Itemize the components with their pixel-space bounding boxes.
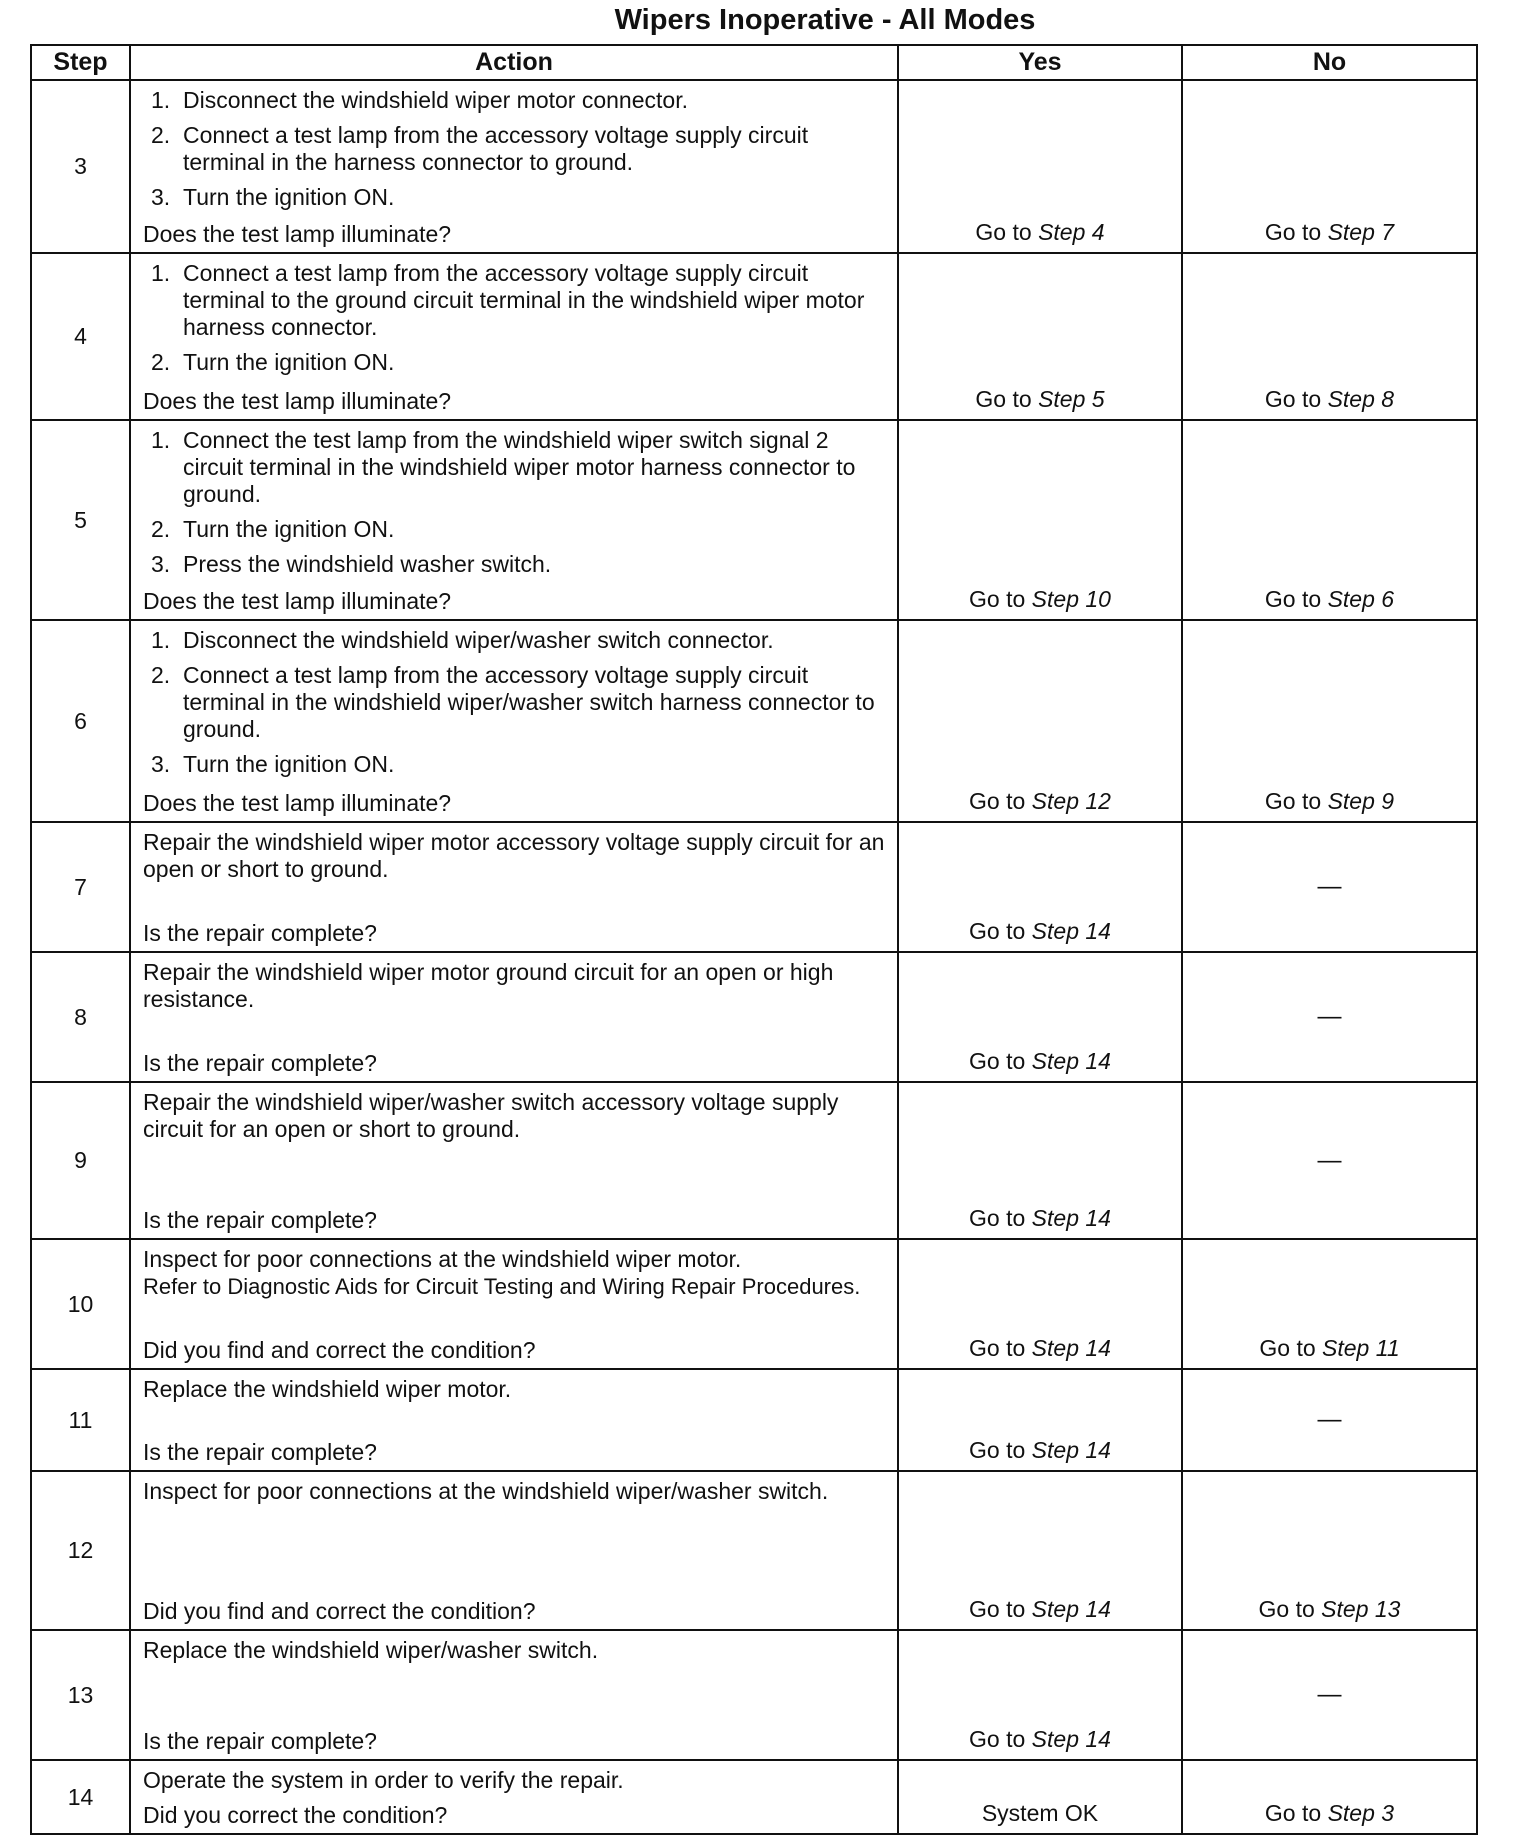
no-goto-prefix: Go to (1264, 1800, 1322, 1826)
table-row (31, 1760, 1477, 1834)
no-dash: — (1317, 1003, 1342, 1030)
action-question: Did you find and correct the condition? (143, 1598, 536, 1624)
yes-cell (898, 1471, 1182, 1630)
action-step-item (151, 516, 889, 543)
action-content (131, 254, 897, 419)
step-number: 7 (31, 822, 130, 952)
yes-goto (899, 788, 1181, 815)
action-step-item (151, 627, 889, 654)
yes-goto (899, 1335, 1181, 1362)
action-step-number: 1. (151, 627, 171, 653)
action-cell (130, 620, 898, 822)
yes-goto (899, 1726, 1181, 1753)
table-row (31, 1630, 1477, 1760)
yes-goto-prefix: Go to (969, 1596, 1026, 1622)
action-content (131, 1083, 897, 1238)
step-number: 12 (31, 1471, 130, 1630)
action-step-number: 2. (151, 662, 171, 688)
action-step-item (151, 662, 889, 743)
action-question: Is the repair complete? (143, 920, 377, 946)
yes-goto-step-ref: Step 14 (1031, 918, 1111, 944)
no-goto-prefix: Go to (1259, 1335, 1316, 1361)
action-content (131, 81, 897, 252)
yes-cell (898, 620, 1182, 822)
no-cell (1182, 1369, 1477, 1471)
action-question: Does the test lamp illuminate? (143, 588, 452, 614)
action-content (131, 421, 897, 619)
action-question: Is the repair complete? (143, 1728, 377, 1754)
no-goto-step-ref: Step 6 (1327, 586, 1395, 612)
action-question: Is the repair complete? (143, 1207, 377, 1233)
yes-cell (898, 80, 1182, 253)
action-content (131, 1761, 897, 1833)
action-step-text: Disconnect the windshield wiper motor connector. (183, 87, 688, 113)
header-action: Action (130, 45, 898, 80)
yes-goto-prefix: Go to (969, 1205, 1026, 1231)
action-text: Inspect for poor connections at the windshield wiper/washer switch. (143, 1478, 829, 1504)
no-cell (1182, 1760, 1477, 1834)
step-number: 9 (31, 1082, 130, 1239)
action-question: Does the test lamp illuminate? (143, 790, 452, 816)
no-dash: — (1317, 1681, 1342, 1708)
action-step-number: 2. (151, 516, 171, 542)
yes-goto-prefix: Go to (969, 1437, 1026, 1463)
table-row (31, 822, 1477, 952)
action-steps (143, 427, 889, 578)
yes-cell (898, 253, 1182, 420)
table-row (31, 1471, 1477, 1630)
action-text: Replace the windshield wiper/washer switch. (143, 1637, 599, 1663)
action-step-item (151, 751, 889, 778)
action-content (131, 1472, 897, 1629)
action-step-text: Turn the ignition ON. (183, 349, 395, 375)
yes-goto-prefix: Go to (969, 586, 1026, 612)
no-goto-prefix: Go to (1264, 386, 1322, 412)
step-number: 3 (31, 80, 130, 253)
step-number: 14 (31, 1760, 130, 1834)
no-dash: — (1317, 1406, 1342, 1433)
action-cell (130, 822, 898, 952)
yes-goto-prefix: Go to (975, 219, 1032, 245)
yes-goto-step-ref: Step 14 (1031, 1335, 1111, 1361)
table-row (31, 620, 1477, 822)
table-row (31, 420, 1477, 620)
action-cell (130, 1630, 898, 1760)
yes-cell (898, 420, 1182, 620)
action-steps (143, 627, 889, 778)
action-step-number: 1. (151, 427, 171, 453)
action-steps (143, 87, 889, 211)
no-goto-step-ref: Step 8 (1327, 386, 1395, 412)
yes-goto-step-ref: Step 14 (1031, 1596, 1111, 1622)
action-question: Does the test lamp illuminate? (143, 221, 452, 247)
yes-goto (899, 386, 1181, 413)
no-goto-step-ref: Step 13 (1321, 1596, 1401, 1622)
yes-goto-step-ref: Step 12 (1031, 788, 1111, 814)
no-cell (1182, 952, 1477, 1082)
action-cell (130, 80, 898, 253)
no-cell (1182, 1239, 1477, 1369)
action-cell (130, 1239, 898, 1369)
yes-cell (898, 1239, 1182, 1369)
action-text: Inspect for poor connections at the windshield wiper motor. (143, 1246, 742, 1272)
yes-goto-step-ref: Step 14 (1031, 1048, 1111, 1074)
action-question: Did you correct the condition? (143, 1802, 448, 1828)
yes-goto-step-ref: Step 4 (1038, 219, 1105, 245)
no-goto-prefix: Go to (1264, 586, 1322, 612)
action-step-text: Disconnect the windshield wiper/washer switch connector. (183, 627, 774, 653)
table-header-row (31, 45, 1477, 80)
action-step-text: Connect a test lamp from the accessory voltage supply circuit terminal in the windshield wiper/washer switch harness connector to ground. (183, 662, 875, 742)
no-goto-step-ref: Step 11 (1322, 1335, 1400, 1361)
yes-goto (899, 918, 1181, 945)
yes-goto-step-ref: Step 14 (1031, 1437, 1111, 1463)
action-step-number: 2. (151, 122, 171, 148)
no-cell (1182, 822, 1477, 952)
yes-goto-prefix: Go to (969, 788, 1026, 814)
table-row (31, 80, 1477, 253)
action-content (131, 621, 897, 821)
action-step-item (151, 260, 889, 341)
header-yes: Yes (898, 45, 1182, 80)
action-question: Is the repair complete? (143, 1050, 377, 1076)
action-text: Operate the system in order to verify the repair. (143, 1767, 624, 1793)
action-cell (130, 1082, 898, 1239)
yes-goto (899, 219, 1181, 246)
no-cell (1182, 253, 1477, 420)
action-step-number: 3. (151, 751, 171, 777)
action-step-item (151, 551, 889, 578)
action-step-text: Turn the ignition ON. (183, 751, 395, 777)
action-step-text: Connect the test lamp from the windshield wiper switch signal 2 circuit terminal in the windshield wiper motor harness connector to ground. (183, 427, 856, 507)
yes-cell (898, 1760, 1182, 1834)
action-step-number: 1. (151, 260, 171, 286)
action-cell (130, 1760, 898, 1834)
action-step-item (151, 427, 889, 508)
table-row (31, 1082, 1477, 1239)
yes-cell (898, 1082, 1182, 1239)
action-text: Repair the windshield wiper/washer switch accessory voltage supply circuit for an open or short to ground. (143, 1089, 839, 1142)
yes-goto (899, 1048, 1181, 1075)
table-row (31, 952, 1477, 1082)
action-question: Did you find and correct the condition? (143, 1337, 536, 1363)
action-cell (130, 1369, 898, 1471)
yes-goto-prefix: Go to (969, 918, 1026, 944)
no-goto (1183, 219, 1476, 246)
action-step-item (151, 122, 889, 176)
step-number: 10 (31, 1239, 130, 1369)
no-cell (1182, 620, 1477, 822)
yes-goto (899, 1596, 1181, 1623)
no-goto-prefix: Go to (1258, 1596, 1315, 1622)
action-question: Does the test lamp illuminate? (143, 388, 452, 414)
no-cell (1182, 80, 1477, 253)
diagnostic-table (30, 44, 1478, 1835)
table-row (31, 1239, 1477, 1369)
action-cell (130, 1471, 898, 1630)
action-step-item (151, 87, 889, 114)
action-step-number: 1. (151, 87, 171, 113)
no-goto (1183, 1800, 1476, 1827)
action-content (131, 823, 897, 951)
yes-goto-prefix: Go to (975, 386, 1032, 412)
yes-cell (898, 1630, 1182, 1760)
step-number: 11 (31, 1369, 130, 1471)
yes-goto-step-ref: Step 5 (1038, 386, 1105, 412)
no-goto (1183, 788, 1476, 815)
no-goto (1183, 1335, 1476, 1362)
action-content (131, 953, 897, 1081)
step-number: 13 (31, 1630, 130, 1760)
action-step-text: Connect a test lamp from the accessory voltage supply circuit terminal in the harness connector to ground. (183, 122, 809, 175)
action-step-number: 3. (151, 184, 171, 210)
table-row (31, 1369, 1477, 1471)
action-text: Repair the windshield wiper motor ground circuit for an open or high resistance. (143, 959, 834, 1012)
no-dash: — (1317, 1146, 1342, 1174)
step-number: 8 (31, 952, 130, 1082)
no-goto (1183, 386, 1476, 413)
action-text: Repair the windshield wiper motor accessory voltage supply circuit for an open or short to ground. (143, 829, 885, 882)
header-no: No (1182, 45, 1477, 80)
yes-cell (898, 952, 1182, 1082)
action-step-item (151, 184, 889, 211)
page-title: Wipers Inoperative - All Modes (614, 4, 1036, 36)
no-goto (1183, 586, 1476, 613)
action-cell (130, 253, 898, 420)
action-step-item (151, 349, 889, 376)
no-goto-step-ref: Step 7 (1327, 219, 1395, 245)
yes-cell (898, 1369, 1182, 1471)
no-cell (1182, 1082, 1477, 1239)
no-goto-step-ref: Step 3 (1327, 1800, 1395, 1826)
yes-goto-step-ref: Step 14 (1031, 1726, 1111, 1752)
no-cell (1182, 420, 1477, 620)
yes-goto (899, 1205, 1181, 1232)
action-question: Is the repair complete? (143, 1439, 377, 1465)
action-content (131, 1370, 897, 1470)
step-number: 5 (31, 420, 130, 620)
no-goto (1183, 1596, 1476, 1623)
no-dash: — (1317, 873, 1342, 900)
yes-goto-step-ref: Step 10 (1031, 586, 1111, 612)
action-cell (130, 420, 898, 620)
no-cell (1182, 1471, 1477, 1630)
yes-goto-prefix: Go to (969, 1726, 1026, 1752)
action-step-text: Turn the ignition ON. (183, 184, 395, 210)
yes-goto-step-ref: Step 14 (1031, 1205, 1111, 1231)
action-steps (143, 260, 889, 376)
step-number: 4 (31, 253, 130, 420)
header-step: Step (31, 45, 130, 80)
yes-goto-prefix: Go to (969, 1335, 1026, 1361)
action-cell (130, 952, 898, 1082)
yes-result: System OK (981, 1800, 1099, 1826)
action-content (131, 1240, 897, 1368)
action-step-text: Press the windshield washer switch. (183, 551, 552, 577)
step-number: 6 (31, 620, 130, 822)
yes-goto-prefix: Go to (969, 1048, 1026, 1074)
yes-goto (899, 586, 1181, 613)
no-goto-step-ref: Step 9 (1327, 788, 1395, 814)
yes-goto (899, 1437, 1181, 1464)
action-step-text: Turn the ignition ON. (183, 516, 395, 542)
no-cell (1182, 1630, 1477, 1760)
action-step-number: 2. (151, 349, 171, 375)
action-text: Replace the windshield wiper motor. (143, 1376, 512, 1402)
no-goto-prefix: Go to (1264, 788, 1322, 814)
action-note: Refer to Diagnostic Aids for Circuit Testing and Wiring Repair Procedures. (143, 1274, 861, 1299)
action-step-text: Connect a test lamp from the accessory voltage supply circuit terminal to the ground circuit terminal in the windshield wiper motor harness connector. (183, 260, 865, 340)
yes-cell (898, 822, 1182, 952)
no-goto-prefix: Go to (1264, 219, 1322, 245)
action-step-number: 3. (151, 551, 171, 577)
table-row (31, 253, 1477, 420)
action-content (131, 1631, 897, 1759)
